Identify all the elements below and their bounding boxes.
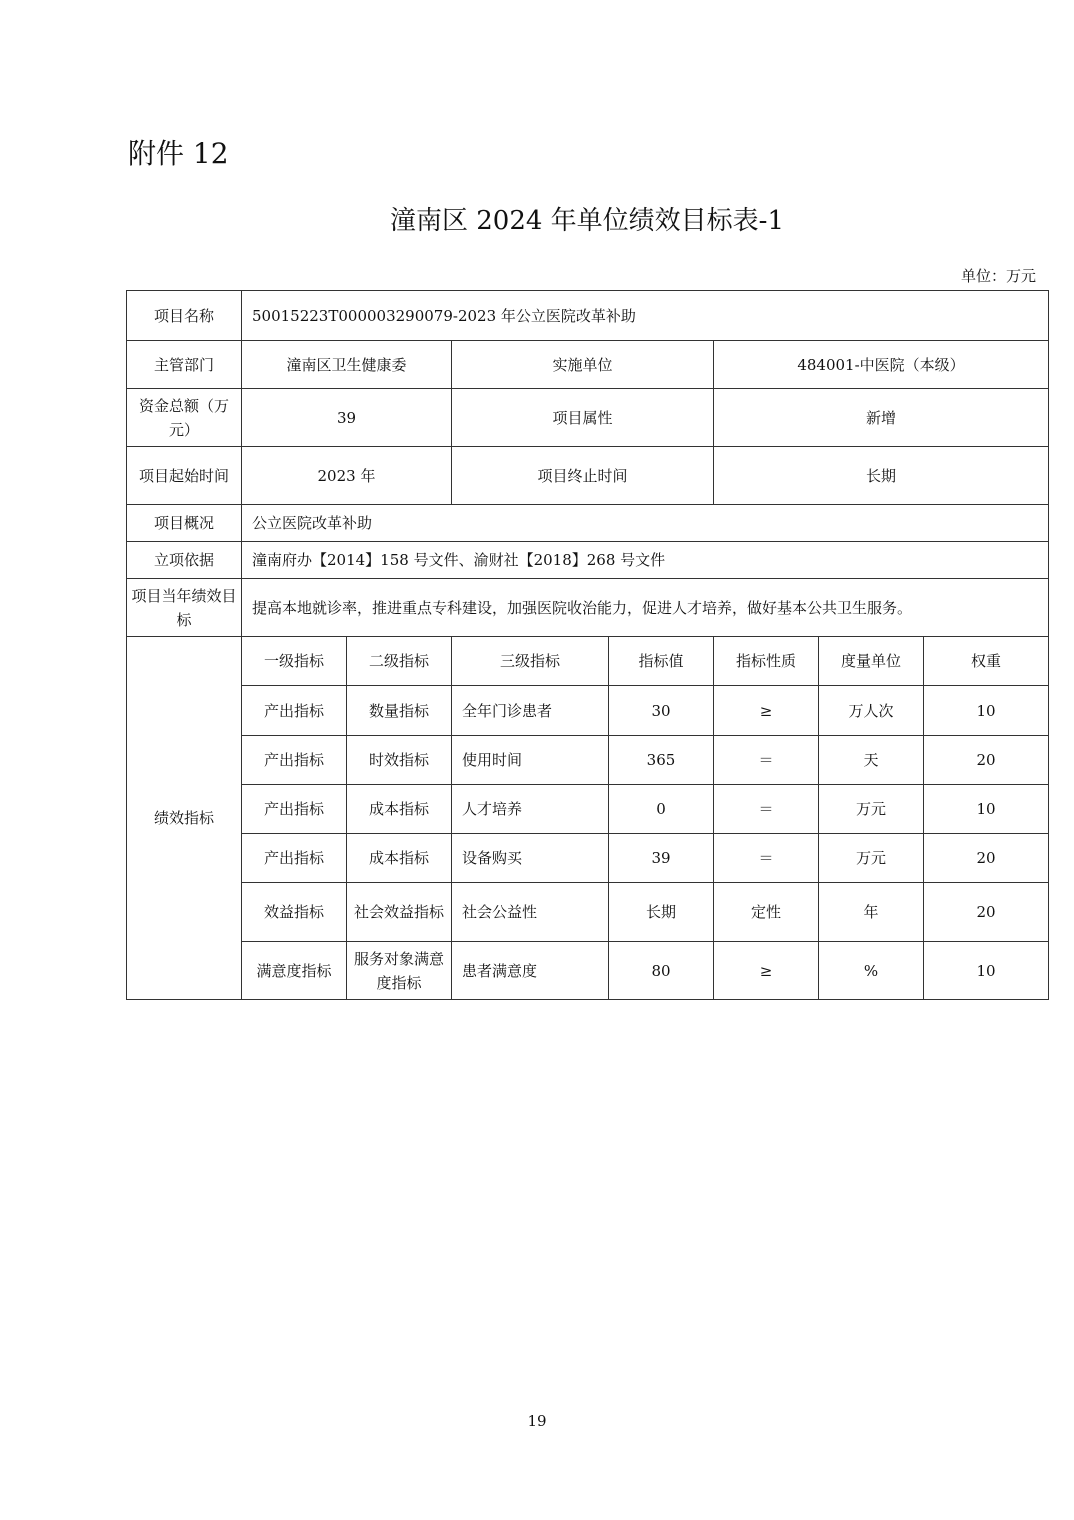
cell-level1: 效益指标 — [242, 883, 347, 942]
value-department: 潼南区卫生健康委 — [242, 341, 452, 389]
value-project-attribute: 新增 — [714, 389, 1049, 447]
row-fund — [127, 389, 1049, 447]
label-project-attribute: 项目属性 — [452, 389, 714, 447]
row-basis — [127, 542, 1049, 579]
row-department — [127, 341, 1049, 389]
cell-level2: 数量指标 — [347, 686, 452, 736]
table-row — [127, 785, 1049, 834]
cell-unit: 天 — [819, 736, 924, 785]
cell-level3: 患者满意度 — [452, 942, 609, 1000]
cell-level1: 产出指标 — [242, 834, 347, 883]
cell-unit: 年 — [819, 883, 924, 942]
cell-level1: 产出指标 — [242, 785, 347, 834]
label-overview: 项目概况 — [127, 505, 242, 542]
document-title: 潼南区 2024 年单位绩效目标表-1 — [389, 206, 785, 236]
table-row — [127, 736, 1049, 785]
cell-weight: 10 — [924, 942, 1049, 1000]
cell-value: 39 — [609, 834, 714, 883]
cell-unit: 万元 — [819, 834, 924, 883]
cell-level3: 使用时间 — [452, 736, 609, 785]
cell-value: 长期 — [609, 883, 714, 942]
cell-level3: 全年门诊患者 — [452, 686, 609, 736]
cell-value: 0 — [609, 785, 714, 834]
value-project-name: 50015223T000003290079-2023 年公立医院改革补助 — [242, 291, 1049, 341]
cell-level2: 社会效益指标 — [347, 883, 452, 942]
cell-level3: 社会公益性 — [452, 883, 609, 942]
cell-level2: 时效指标 — [347, 736, 452, 785]
value-overview: 公立医院改革补助 — [242, 505, 1049, 542]
cell-nature: 定性 — [714, 883, 819, 942]
label-start-time: 项目起始时间 — [127, 447, 242, 505]
label-end-time: 项目终止时间 — [452, 447, 714, 505]
header-level3: 三级指标 — [452, 637, 609, 686]
value-end-time: 长期 — [714, 447, 1049, 505]
label-implementing-unit: 实施单位 — [452, 341, 714, 389]
table-row — [127, 686, 1049, 736]
cell-level3: 设备购买 — [452, 834, 609, 883]
value-basis: 潼南府办【2014】158 号文件、渝财社【2018】268 号文件 — [242, 542, 1049, 579]
cell-unit: 万人次 — [819, 686, 924, 736]
table-row — [127, 942, 1049, 1000]
cell-weight: 20 — [924, 736, 1049, 785]
cell-unit: % — [819, 942, 924, 1000]
label-indicators: 绩效指标 — [127, 637, 242, 1000]
cell-nature: ≥ — [714, 686, 819, 736]
value-implementing-unit: 484001-中医院（本级） — [714, 341, 1049, 389]
header-level2: 二级指标 — [347, 637, 452, 686]
label-basis: 立项依据 — [127, 542, 242, 579]
label-annual-goal: 项目当年绩效目标 — [127, 579, 242, 637]
cell-value: 30 — [609, 686, 714, 736]
value-annual-goal: 提高本地就诊率，推进重点专科建设，加强医院收治能力，促进人才培养，做好基本公共卫生服务。 — [242, 579, 1049, 637]
header-weight: 权重 — [924, 637, 1049, 686]
header-nature: 指标性质 — [714, 637, 819, 686]
indicator-header-row — [127, 637, 1049, 686]
cell-level1: 满意度指标 — [242, 942, 347, 1000]
header-unit: 度量单位 — [819, 637, 924, 686]
row-period — [127, 447, 1049, 505]
cell-weight: 10 — [924, 686, 1049, 736]
row-project-name — [127, 291, 1049, 341]
page-number: 19 — [527, 1412, 547, 1430]
cell-weight: 10 — [924, 785, 1049, 834]
row-goal — [127, 579, 1049, 637]
cell-level1: 产出指标 — [242, 686, 347, 736]
cell-nature: ＝ — [714, 834, 819, 883]
header-value: 指标值 — [609, 637, 714, 686]
attachment-label: 附件 12 — [128, 137, 229, 170]
cell-level2: 成本指标 — [347, 834, 452, 883]
label-department: 主管部门 — [127, 341, 242, 389]
cell-nature: ≥ — [714, 942, 819, 1000]
row-overview — [127, 505, 1049, 542]
cell-level2: 服务对象满意度指标 — [347, 942, 452, 1000]
cell-value: 80 — [609, 942, 714, 1000]
cell-nature: ＝ — [714, 736, 819, 785]
cell-weight: 20 — [924, 883, 1049, 942]
performance-target-table — [126, 290, 1049, 1000]
header-level1: 一级指标 — [242, 637, 347, 686]
cell-value: 365 — [609, 736, 714, 785]
table-row — [127, 883, 1049, 942]
value-fund-total: 39 — [242, 389, 452, 447]
cell-level3: 人才培养 — [452, 785, 609, 834]
cell-level2: 成本指标 — [347, 785, 452, 834]
label-project-name: 项目名称 — [127, 291, 242, 341]
cell-weight: 20 — [924, 834, 1049, 883]
table-row — [127, 834, 1049, 883]
cell-level1: 产出指标 — [242, 736, 347, 785]
unit-note: 单位：万元 — [960, 267, 1036, 285]
cell-nature: ＝ — [714, 785, 819, 834]
value-start-time: 2023 年 — [242, 447, 452, 505]
label-fund-total: 资金总额（万元） — [127, 389, 242, 447]
cell-unit: 万元 — [819, 785, 924, 834]
